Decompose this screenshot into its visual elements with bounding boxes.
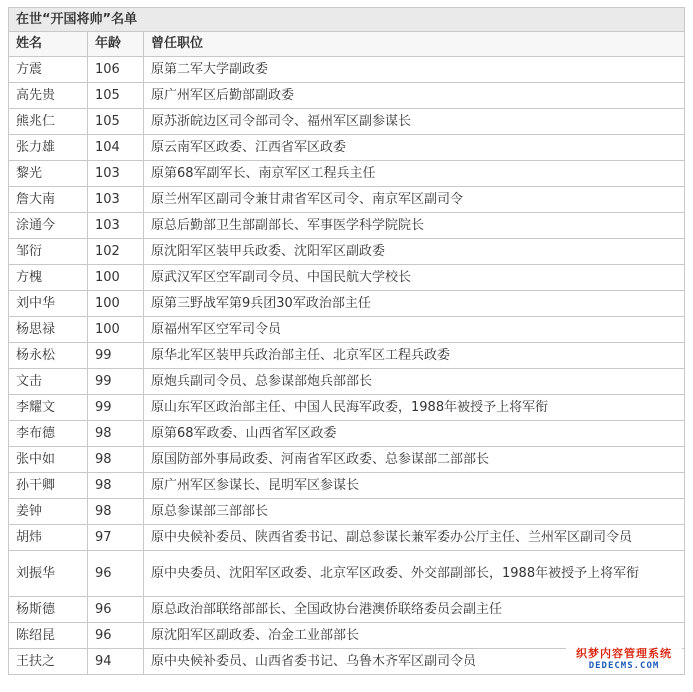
table-row — [9, 369, 685, 395]
cell-name: 姜钟 — [9, 499, 88, 525]
header-position: 曾任职位 — [144, 32, 685, 57]
cell-position: 原华北军区装甲兵政治部主任、北京军区工程兵政委 — [144, 343, 685, 369]
cell-position: 原武汉军区空军副司令员、中国民航大学校长 — [144, 265, 685, 291]
cell-name: 胡炜 — [9, 525, 88, 551]
table-row — [9, 597, 685, 623]
table-row — [9, 395, 685, 421]
cell-name: 黎光 — [9, 161, 88, 187]
cell-age: 103 — [88, 187, 144, 213]
header-name: 姓名 — [9, 32, 88, 57]
cell-position: 原兰州军区副司令兼甘肃省军区司令、南京军区副司令 — [144, 187, 685, 213]
table-row — [9, 291, 685, 317]
cell-age: 102 — [88, 239, 144, 265]
table-row — [9, 317, 685, 343]
roster-document — [8, 7, 684, 675]
cell-age: 98 — [88, 499, 144, 525]
cell-name: 邹衍 — [9, 239, 88, 265]
cell-age: 103 — [88, 213, 144, 239]
table-row — [9, 109, 685, 135]
cell-age: 96 — [88, 551, 144, 597]
table-row — [9, 499, 685, 525]
table-body — [9, 57, 685, 675]
table-header-row — [9, 32, 685, 57]
cell-name: 陈绍昆 — [9, 623, 88, 649]
cell-name: 刘中华 — [9, 291, 88, 317]
watermark-line1: 织梦内容管理系统 — [576, 647, 672, 660]
cell-position: 原第三野战军第9兵团30军政治部主任 — [144, 291, 685, 317]
table-title-row — [9, 8, 685, 32]
cell-position: 原第68军政委、山西省军区政委 — [144, 421, 685, 447]
table-row — [9, 83, 685, 109]
table-row — [9, 343, 685, 369]
cell-age: 96 — [88, 597, 144, 623]
cell-name: 方震 — [9, 57, 88, 83]
cell-position: 原沈阳军区副政委、冶金工业部部长 — [144, 623, 685, 649]
cell-age: 98 — [88, 473, 144, 499]
cell-position: 原第二军大学副政委 — [144, 57, 685, 83]
cell-position: 原第68军副军长、南京军区工程兵主任 — [144, 161, 685, 187]
cell-age: 106 — [88, 57, 144, 83]
cell-age: 96 — [88, 623, 144, 649]
cell-position: 原广州军区后勤部副政委 — [144, 83, 685, 109]
cell-age: 105 — [88, 83, 144, 109]
table-row — [9, 551, 685, 597]
cell-position: 原中央候补委员、山西省委书记、乌鲁木齐军区副司令员 — [144, 649, 685, 675]
cell-position: 原炮兵副司令员、总参谋部炮兵部部长 — [144, 369, 685, 395]
cell-position: 原广州军区参谋长、昆明军区参谋长 — [144, 473, 685, 499]
table-row — [9, 161, 685, 187]
watermark-line2: DEDECMS.COM — [588, 661, 660, 671]
cell-age: 104 — [88, 135, 144, 161]
cell-age: 105 — [88, 109, 144, 135]
cell-name: 方槐 — [9, 265, 88, 291]
cell-name: 张中如 — [9, 447, 88, 473]
cell-name: 李布德 — [9, 421, 88, 447]
table-row — [9, 57, 685, 83]
header-age: 年龄 — [88, 32, 144, 57]
cell-name: 文击 — [9, 369, 88, 395]
generals-table — [8, 7, 685, 675]
cell-position: 原云南军区政委、江西省军区政委 — [144, 135, 685, 161]
cell-age: 98 — [88, 447, 144, 473]
cell-name: 刘振华 — [9, 551, 88, 597]
cell-age: 94 — [88, 649, 144, 675]
cell-position: 原福州军区空军司令员 — [144, 317, 685, 343]
table-row — [9, 135, 685, 161]
dedecms-watermark — [566, 647, 682, 673]
cell-age: 99 — [88, 369, 144, 395]
cell-position: 原总政治部联络部部长、全国政协台港澳侨联络委员会副主任 — [144, 597, 685, 623]
cell-age: 100 — [88, 291, 144, 317]
cell-age: 100 — [88, 317, 144, 343]
cell-age: 99 — [88, 395, 144, 421]
table-row — [9, 525, 685, 551]
cell-name: 王扶之 — [9, 649, 88, 675]
table-title: 在世“开国将帅”名单 — [9, 8, 685, 32]
cell-position: 原中央委员、沈阳军区政委、北京军区政委、外交部副部长，1988年被授予上将军衔 — [144, 551, 685, 597]
table-row — [9, 473, 685, 499]
cell-name: 张力雄 — [9, 135, 88, 161]
cell-name: 孙干卿 — [9, 473, 88, 499]
cell-position: 原总后勤部卫生部副部长、军事医学科学院院长 — [144, 213, 685, 239]
table-row — [9, 239, 685, 265]
cell-name: 李耀文 — [9, 395, 88, 421]
cell-name: 高先贵 — [9, 83, 88, 109]
cell-name: 涂通今 — [9, 213, 88, 239]
table-row — [9, 265, 685, 291]
cell-age: 99 — [88, 343, 144, 369]
cell-position: 原国防部外事局政委、河南省军区政委、总参谋部二部部长 — [144, 447, 685, 473]
table-row — [9, 421, 685, 447]
cell-position: 原苏浙皖边区司令部司令、福州军区副参谋长 — [144, 109, 685, 135]
cell-name: 詹大南 — [9, 187, 88, 213]
cell-position: 原沈阳军区装甲兵政委、沈阳军区副政委 — [144, 239, 685, 265]
table-row — [9, 623, 685, 649]
cell-name: 杨永松 — [9, 343, 88, 369]
table-row — [9, 213, 685, 239]
cell-age: 98 — [88, 421, 144, 447]
table-row — [9, 447, 685, 473]
cell-position: 原山东军区政治部主任、中国人民海军政委，1988年被授予上将军衔 — [144, 395, 685, 421]
cell-position: 原中央候补委员、陕西省委书记、副总参谋长兼军委办公厅主任、兰州军区副司令员 — [144, 525, 685, 551]
table-row — [9, 187, 685, 213]
cell-name: 熊兆仁 — [9, 109, 88, 135]
cell-age: 103 — [88, 161, 144, 187]
cell-name: 杨斯德 — [9, 597, 88, 623]
cell-age: 97 — [88, 525, 144, 551]
cell-name: 杨思禄 — [9, 317, 88, 343]
cell-position: 原总参谋部三部部长 — [144, 499, 685, 525]
cell-age: 100 — [88, 265, 144, 291]
